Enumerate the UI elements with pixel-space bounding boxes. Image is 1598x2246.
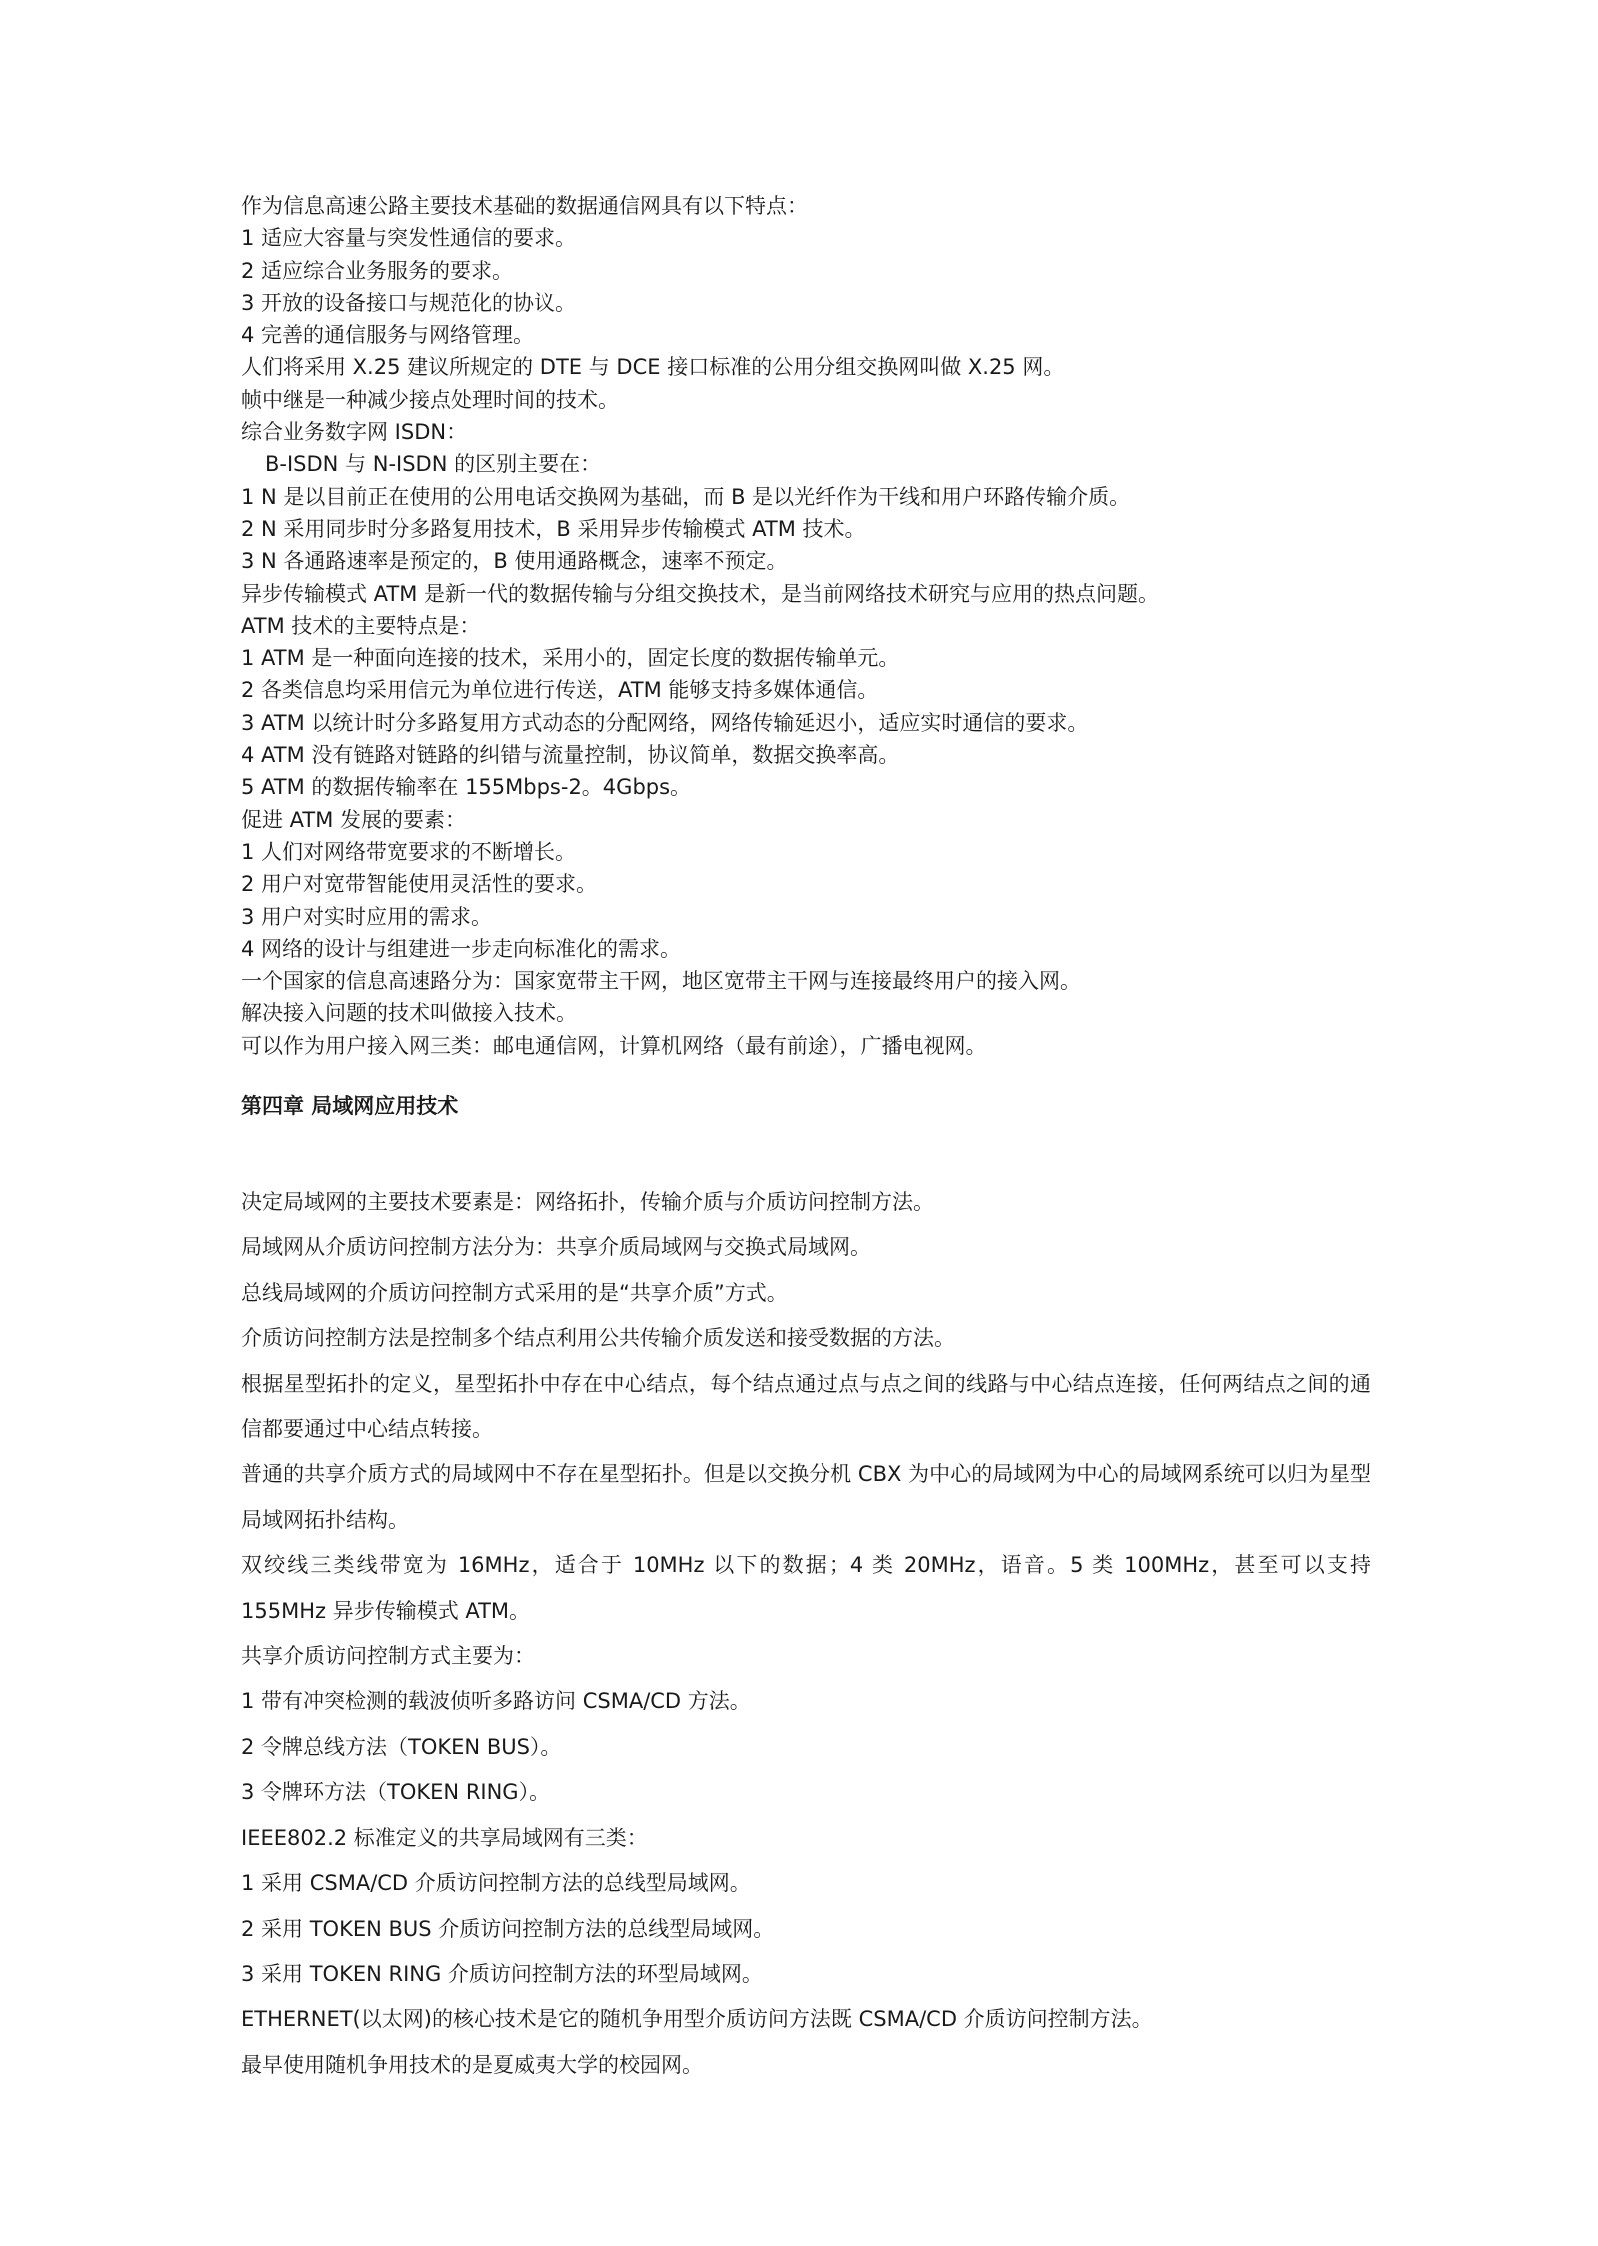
list-item: 2 用户对宽带智能使用灵活性的要求。 xyxy=(241,872,598,897)
list-item: 2 采用 TOKEN BUS 介质访问控制方法的总线型局域网。 xyxy=(241,1916,775,1941)
list-item: 1 N 是以目前正在使用的公用电话交换网为基础，而 B 是以光纤作为干线和用户环路传输介质。 xyxy=(241,484,1131,509)
paragraph: 最早使用随机争用技术的是夏威夷大学的校园网。 xyxy=(241,2052,703,2077)
list-item: 3 令牌环方法（TOKEN RING）。 xyxy=(241,1780,551,1805)
paragraph: 普通的共享介质方式的局域网中不存在星型拓扑。但是以交换分机 CBX 为中心的局域网为中心的局域网系统可以归为星型局域网拓扑结构。 xyxy=(241,1462,1371,1532)
paragraph: 介质访问控制方法是控制多个结点利用公共传输介质发送和接受数据的方法。 xyxy=(241,1326,955,1351)
paragraph: ETHERNET(以太网)的核心技术是它的随机争用型介质访问方法既 CSMA/CD 介质访问控制方法。 xyxy=(241,2007,1153,2032)
paragraph: 促进 ATM 发展的要素： xyxy=(241,807,467,832)
list-item: 3 开放的设备接口与规范化的协议。 xyxy=(241,290,577,315)
paragraph: 共享介质访问控制方式主要为： xyxy=(241,1644,535,1669)
list-item: 4 网络的设计与组建进一步走向标准化的需求。 xyxy=(241,936,682,961)
list-item: 3 ATM 以统计时分多路复用方式动态的分配网络，网络传输延迟小，适应实时通信的要求。 xyxy=(241,710,1089,735)
list-item: 3 采用 TOKEN RING 介质访问控制方法的环型局域网。 xyxy=(241,1961,763,1986)
paragraph: 解决接入问题的技术叫做接入技术。 xyxy=(241,1001,577,1026)
paragraph: 可以作为用户接入网三类：邮电通信网，计算机网络（最有前途），广播电视网。 xyxy=(241,1033,987,1058)
document-page xyxy=(241,190,1371,2088)
list-item: 3 N 各通路速率是预定的，B 使用通路概念，速率不预定。 xyxy=(241,549,788,574)
list-item: 2 令牌总线方法（TOKEN BUS）。 xyxy=(241,1734,562,1759)
paragraph: 决定局域网的主要技术要素是：网络拓扑，传输介质与介质访问控制方法。 xyxy=(241,1190,934,1215)
paragraph: 综合业务数字网 ISDN： xyxy=(241,420,468,445)
list-item: 2 N 采用同步时分多路复用技术，B 采用异步传输模式 ATM 技术。 xyxy=(241,516,866,541)
paragraph: 帧中继是一种减少接点处理时间的技术。 xyxy=(241,387,619,412)
list-item: 2 适应综合业务服务的要求。 xyxy=(241,258,514,283)
list-item: 5 ATM 的数据传输率在 155Mbps-2。4Gbps。 xyxy=(241,775,692,800)
section-lan-technology xyxy=(241,1180,1371,2088)
paragraph: B-ISDN 与 N-ISDN 的区别主要在： xyxy=(265,452,602,477)
list-item: 3 用户对实时应用的需求。 xyxy=(241,904,493,929)
paragraph: 局域网从介质访问控制方法分为：共享介质局域网与交换式局域网。 xyxy=(241,1235,871,1260)
paragraph: 根据星型拓扑的定义，星型拓扑中存在中心结点，每个结点通过点与点之间的线路与中心结点连接，任何两结点之间的通信都要通过中心结点转接。 xyxy=(241,1371,1371,1442)
section-data-network xyxy=(241,190,1371,1062)
list-item: 4 ATM 没有链路对链路的纠错与流量控制，协议简单，数据交换率高。 xyxy=(241,743,900,768)
paragraph: 人们将采用 X.25 建议所规定的 DTE 与 DCE 接口标准的公用分组交换网叫做 X.25 网。 xyxy=(241,355,1065,380)
paragraph: 异步传输模式 ATM 是新一代的数据传输与分组交换技术，是当前网络技术研究与应用的热点问题。 xyxy=(241,581,1160,606)
paragraph: 一个国家的信息高速路分为：国家宽带主干网，地区宽带主干网与连接最终用户的接入网。 xyxy=(241,969,1081,994)
list-item: 1 采用 CSMA/CD 介质访问控制方法的总线型局域网。 xyxy=(241,1871,751,1896)
paragraph: 作为信息高速公路主要技术基础的数据通信网具有以下特点： xyxy=(241,194,808,218)
list-item: 1 带有冲突检测的载波侦听多路访问 CSMA/CD 方法。 xyxy=(241,1689,751,1714)
list-item: 2 各类信息均采用信元为单位进行传送，ATM 能够支持多媒体通信。 xyxy=(241,678,879,703)
paragraph: 总线局域网的介质访问控制方式采用的是“共享介质”方式。 xyxy=(241,1280,788,1305)
list-item: 1 人们对网络带宽要求的不断增长。 xyxy=(241,839,577,864)
paragraph: ATM 技术的主要特点是： xyxy=(241,613,481,638)
paragraph: IEEE802.2 标准定义的共享局域网有三类： xyxy=(241,1825,648,1850)
chapter-title: 第四章 局域网应用技术 xyxy=(241,1094,459,1119)
list-item: 1 ATM 是一种面向连接的技术，采用小的，固定长度的数据传输单元。 xyxy=(241,646,900,671)
list-item: 4 完善的通信服务与网络管理。 xyxy=(241,323,535,348)
paragraph: 双绞线三类线带宽为 16MHz，适合于 10MHz 以下的数据；4 类 20MHz，语音。5 类 100MHz，甚至可以支持 155MHz 异步传输模式 ATM。 xyxy=(241,1553,1371,1623)
list-item: 1 适应大容量与突发性通信的要求。 xyxy=(241,226,577,251)
